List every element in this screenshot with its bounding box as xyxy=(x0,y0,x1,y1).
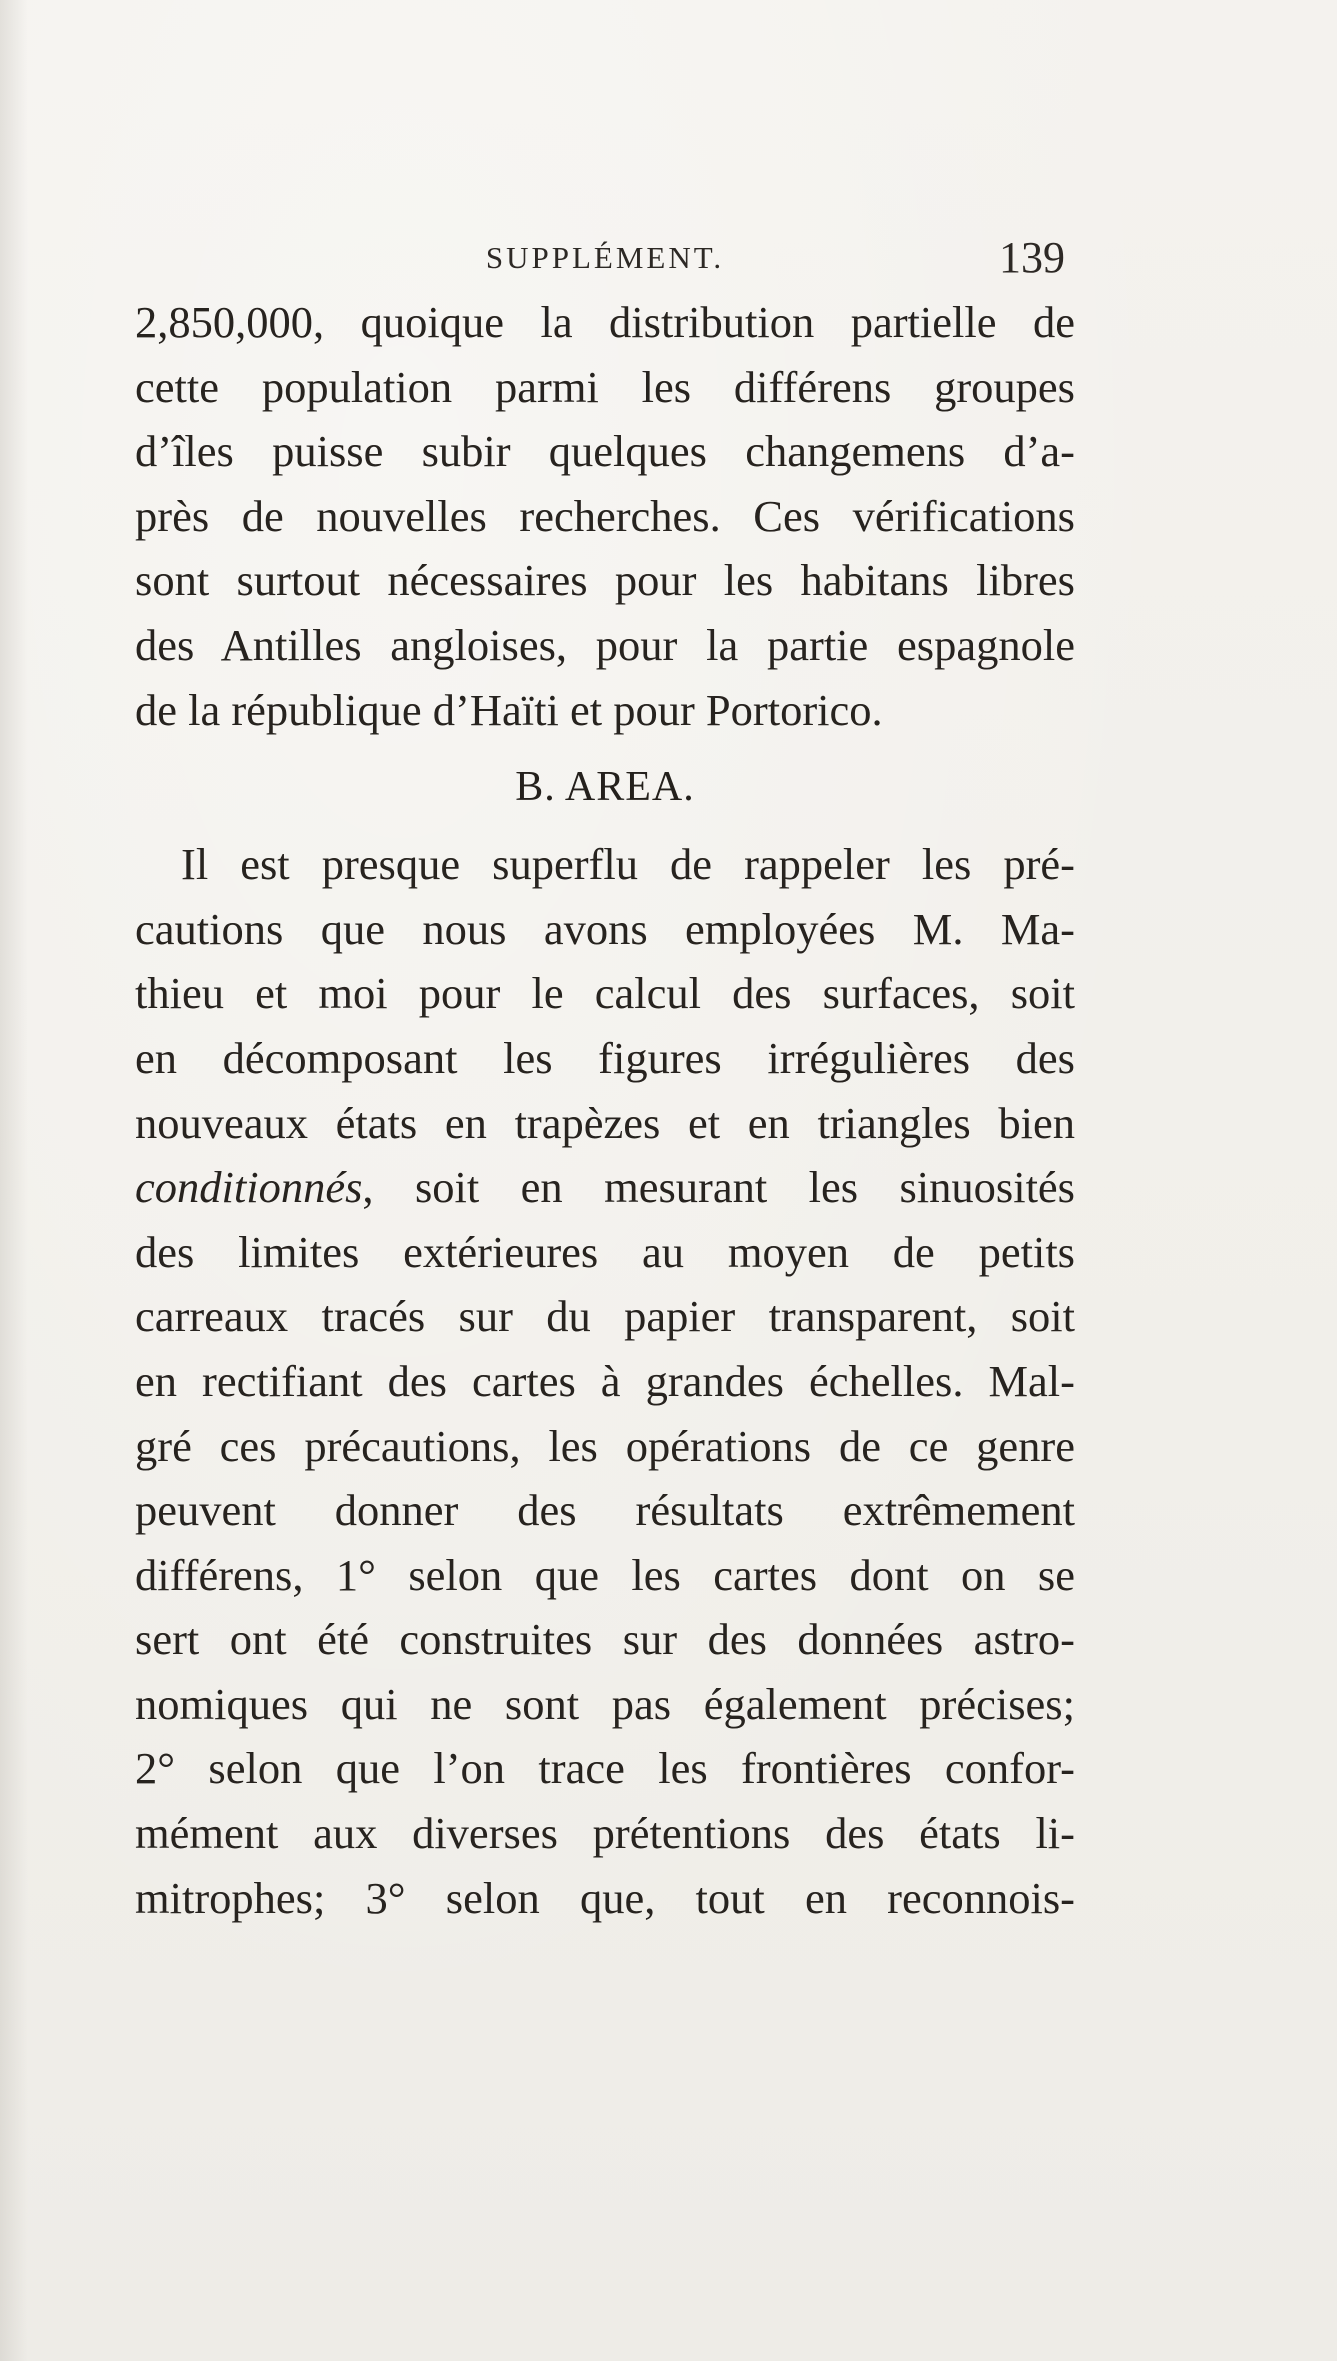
body-text xyxy=(135,290,1075,1930)
text-line: nomiques qui ne sont pas également précises; xyxy=(135,1678,1075,1729)
text-line: carreaux tracés sur du papier transparent, soit xyxy=(135,1291,1075,1342)
text-line: des Antilles angloises, pour la partie espagnole xyxy=(135,619,1075,670)
text-line: 2,850,000, quoique la distribution partielle de xyxy=(135,297,1075,347)
text-line: sert ont été construites sur des données astro- xyxy=(135,1614,1075,1665)
text-line: nouveaux états en trapèzes et en triangles bien xyxy=(135,1097,1075,1148)
text-line-mixed xyxy=(135,1155,1075,1220)
text-line: différens, 1° selon que les cartes dont on se xyxy=(135,1549,1075,1600)
section-heading: B. AREA. xyxy=(515,764,695,811)
text-segment: , soit en mesurant les sinuosités xyxy=(362,1162,1075,1213)
running-head: SUPPLÉMENT. xyxy=(485,240,725,275)
text-line: en rectifiant des cartes à grandes échelles. Mal- xyxy=(135,1355,1075,1406)
text-line: de la république d’Haïti et pour Portorico. xyxy=(135,684,883,735)
text-line: mément aux diverses prétentions des états li- xyxy=(135,1808,1075,1859)
text-line: thieu et moi pour le calcul des surfaces, soit xyxy=(135,968,1075,1019)
paragraph-area xyxy=(135,832,1075,1930)
text-line: Il est presque superflu de rappeler les pré- xyxy=(181,839,1075,890)
text-line: mitrophes; 3° selon que, tout en reconnois- xyxy=(135,1872,1075,1923)
page-edge-shadow xyxy=(0,0,28,2361)
text-line: près de nouvelles recherches. Ces vérifications xyxy=(135,490,1075,541)
text-line: cette population parmi les différens groupes xyxy=(135,361,1075,412)
page-header xyxy=(135,232,1075,292)
text-line: sont surtout nécessaires pour les habitans libres xyxy=(135,555,1075,606)
page-number: 139 xyxy=(999,233,1065,282)
text-line: en décomposant les figures irrégulières des xyxy=(135,1032,1075,1083)
italic-term: conditionnés xyxy=(135,1162,363,1213)
text-line: cautions que nous avons employées M. Ma- xyxy=(135,903,1075,954)
text-line: 2° selon que l’on trace les frontières confor- xyxy=(135,1743,1075,1794)
paragraph-population xyxy=(135,290,1075,742)
text-line: des limites extérieures au moyen de petits xyxy=(135,1226,1075,1277)
text-line: gré ces précautions, les opérations de ce genre xyxy=(135,1420,1075,1471)
text-line: d’îles puisse subir quelques changemens d’a- xyxy=(135,426,1075,477)
text-line: peuvent donner des résultats extrêmement xyxy=(135,1485,1075,1536)
